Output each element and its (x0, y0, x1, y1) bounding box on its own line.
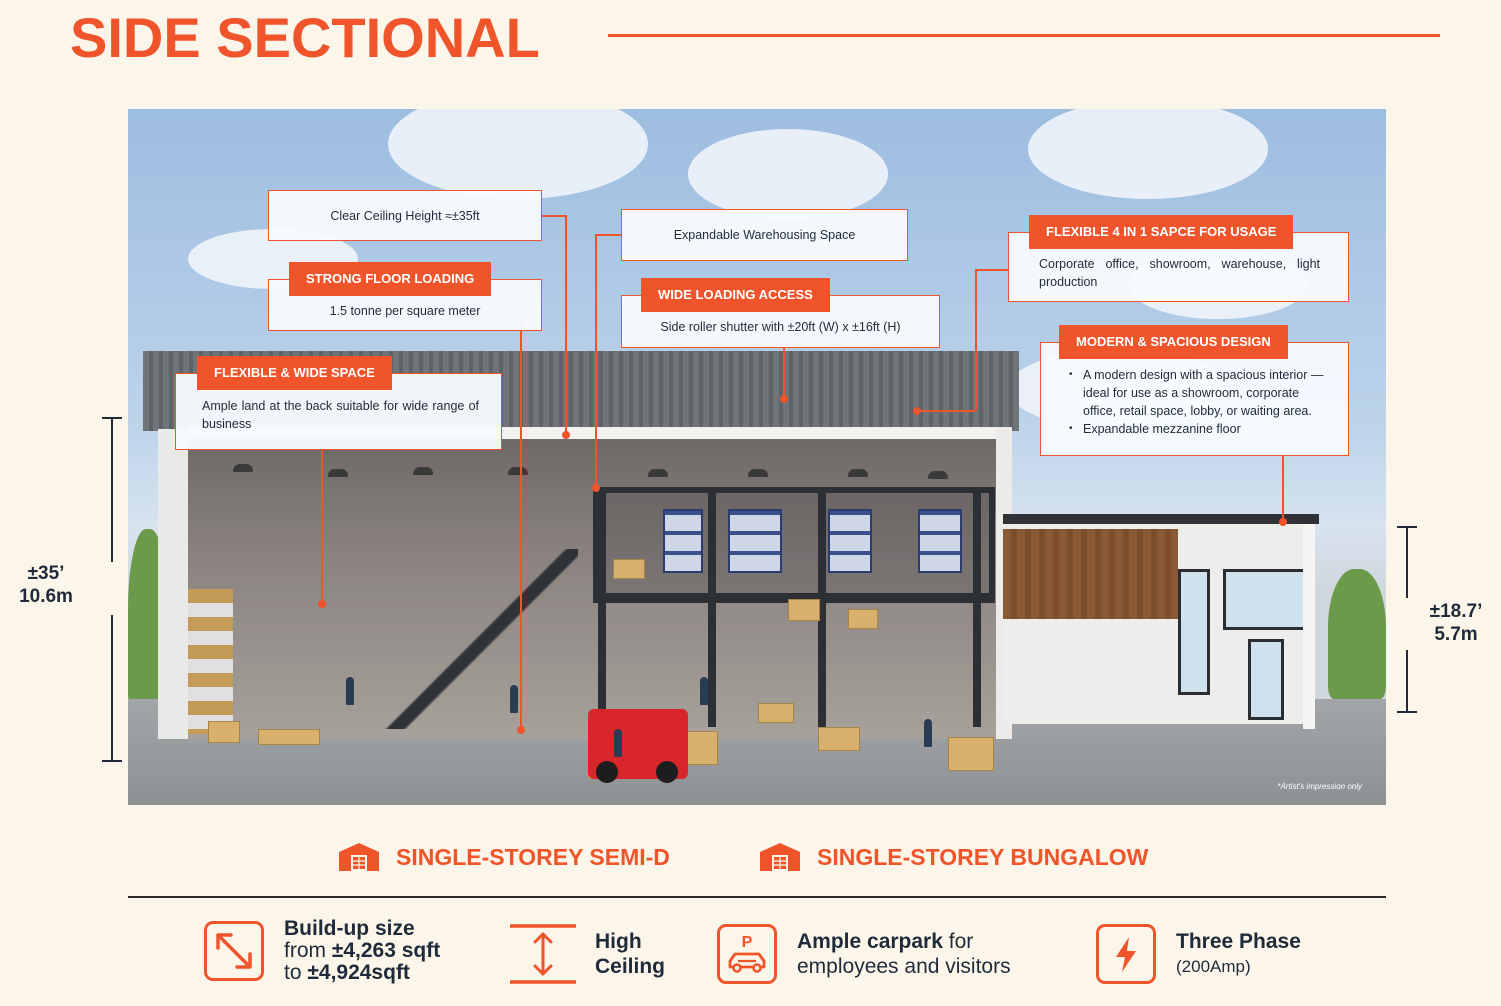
type-semi-d-label: SINGLE-STOREY SEMI-D (396, 843, 670, 870)
callout-wide-space-tag: FLEXIBLE & WIDE SPACE (197, 356, 392, 390)
feature-buildup-text (284, 918, 440, 984)
dimension-left-line (111, 615, 113, 761)
feature-buildup-from-value: ±4,263 sqft (331, 939, 441, 962)
artist-impression-note: *Artist's impression only (1277, 782, 1362, 791)
resize-arrow-icon (204, 921, 264, 981)
dimension-left-line (111, 417, 113, 562)
feature-carpark-bold: Ample carpark (797, 930, 943, 953)
dimension-left-bottom-tick (102, 760, 122, 762)
parking-car-icon (717, 924, 777, 984)
page-title: SIDE SECTIONAL (70, 6, 540, 69)
feature-power-line2: (200Amp) (1176, 957, 1251, 976)
feature-ceiling-line1: High (595, 930, 642, 953)
feature-buildup-title: Build-up size (284, 917, 415, 940)
feature-high-ceiling (510, 924, 665, 984)
feature-three-phase-text (1176, 929, 1301, 979)
lightning-icon (1096, 924, 1156, 984)
dimension-right-bottom-tick (1397, 711, 1417, 713)
callout-modern-design (1040, 334, 1349, 456)
feature-three-phase (1096, 924, 1301, 984)
callout-floor-loading-text: 1.5 tonne per square meter (329, 304, 481, 318)
dimension-left-metric: 10.6m (19, 586, 73, 607)
warehouse-icon (338, 842, 380, 872)
callout-warehousing (621, 209, 908, 261)
feature-power-bold: Three Phase (1176, 930, 1301, 953)
callout-modern-design-bullet: • A modern design with a spacious interior — ideal for use as a showroom, corporate office, retail space, lobby, or waiting area. (1083, 366, 1334, 420)
feature-buildup-to-value: ±4,924sqft (307, 961, 410, 984)
callout-wide-space-text: Ample land at the back suitable for wide range of business (202, 399, 479, 431)
feature-carpark-rest: for (942, 930, 974, 953)
svg-text:P: P (741, 934, 753, 951)
dimension-right-metric: 5.7m (1434, 624, 1478, 645)
callout-loading-access (621, 287, 940, 348)
callout-warehousing-text: Expandable Warehousing Space (673, 228, 856, 242)
callout-floor-loading-tag: STRONG FLOOR LOADING (289, 262, 491, 296)
feature-carpark-text (797, 929, 1011, 979)
dimension-right-line (1406, 650, 1408, 712)
dimension-right-imperial: ±18.7’ (1429, 601, 1483, 622)
title-rule (608, 34, 1440, 37)
dimension-right-label (1414, 600, 1498, 646)
bottom-divider (128, 896, 1386, 898)
type-bungalow (759, 842, 1148, 872)
callout-wide-space (175, 365, 502, 450)
feature-buildup-to: to (284, 961, 308, 984)
feature-high-ceiling-text (595, 929, 665, 979)
dimension-left-imperial: ±35’ (27, 563, 65, 584)
warehouse-icon (759, 842, 801, 872)
callout-modern-design-bullet: • Expandable mezzanine floor (1083, 420, 1334, 438)
type-semi-d (338, 842, 670, 872)
callout-modern-design-tag: MODERN & SPACIOUS DESIGN (1059, 325, 1288, 359)
callout-loading-access-tag: WIDE LOADING ACCESS (641, 278, 830, 312)
callout-four-in-one (1008, 224, 1349, 302)
feature-ceiling-line2: Ceiling (595, 955, 666, 978)
callout-floor-loading (268, 271, 542, 331)
callout-modern-design-list (1067, 366, 1334, 438)
feature-carpark (717, 924, 1011, 984)
dimension-left-label (4, 562, 88, 608)
callout-four-in-one-tag: FLEXIBLE 4 IN 1 SAPCE FOR USAGE (1029, 215, 1293, 249)
vertical-arrow-icon (510, 924, 576, 984)
callout-four-in-one-text: Corporate office, showroom, warehouse, light production (1039, 257, 1320, 289)
callout-ceiling-text: Clear Ceiling Height ≈±35ft (330, 209, 480, 223)
feature-buildup (204, 918, 440, 984)
dimension-right-line (1406, 526, 1408, 598)
feature-buildup-from: from (284, 939, 332, 962)
callout-ceiling-height (268, 190, 542, 241)
callout-loading-access-text: Side roller shutter with ±20ft (W) x ±16ft (H) (660, 320, 901, 334)
feature-carpark-line2: employees and visitors (797, 955, 1011, 978)
type-bungalow-label: SINGLE-STOREY BUNGALOW (817, 843, 1149, 870)
